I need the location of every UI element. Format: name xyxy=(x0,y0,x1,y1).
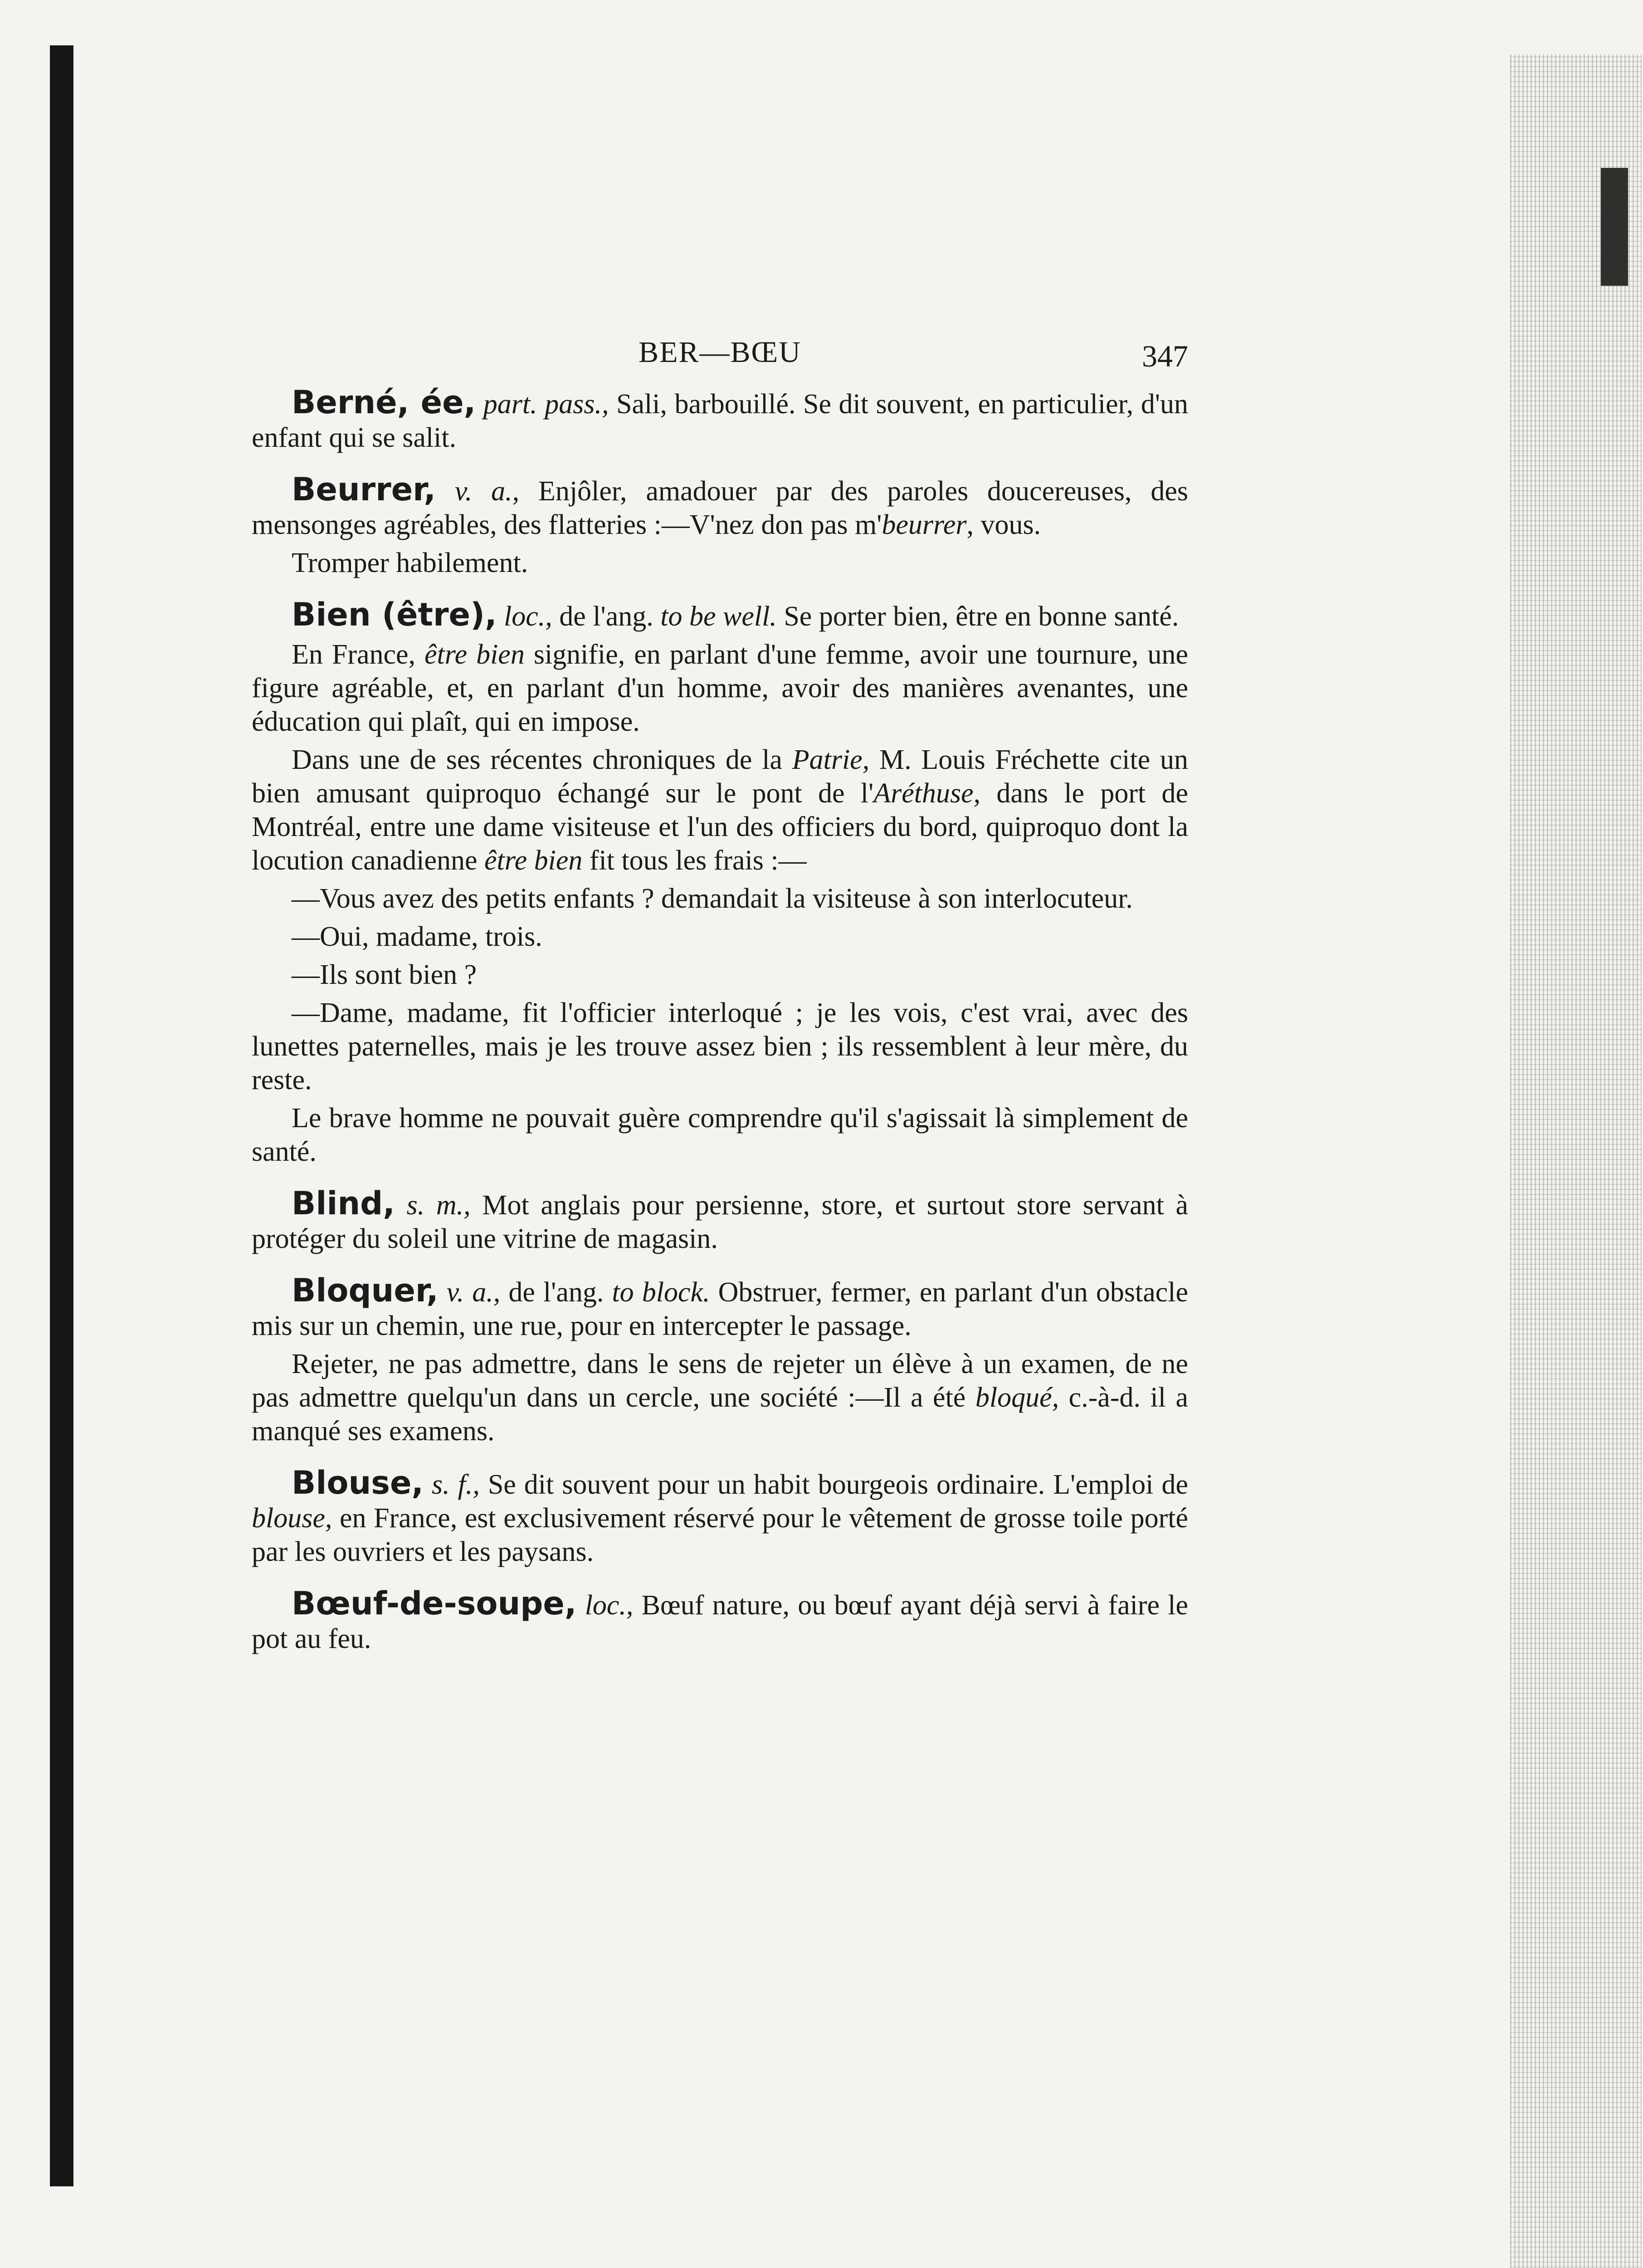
scan-binding-shadow xyxy=(50,45,73,2186)
running-title: BER—BŒU xyxy=(639,336,801,369)
dictionary-page xyxy=(252,336,1188,1674)
headword: Blouse, xyxy=(292,1464,424,1501)
italic-term: bloqué, xyxy=(975,1382,1059,1413)
italic-term: to be well. xyxy=(660,601,777,632)
definition: de l'ang. xyxy=(559,601,653,632)
dialogue-line: —Ils sont bien ? xyxy=(292,959,477,990)
entry-bien-etre xyxy=(252,598,1188,1168)
running-head xyxy=(252,336,1188,386)
headword: Bien (être), xyxy=(292,596,497,633)
dialogue-line: —Vous avez des petits enfants ? demandait la visiteuse à son interlocuteur. xyxy=(292,883,1133,914)
definition: , vous. xyxy=(966,509,1041,540)
headword: Beurrer, xyxy=(292,471,436,508)
scan-edge-noise xyxy=(1510,54,1642,2268)
dialogue-line: —Dame, madame, fit l'officier interloqué ; je les vois, c'est vrai, avec des lunettes paternelles, mais je les trouve assez bien ; ils ressemblent à leur mère, du reste. xyxy=(252,997,1188,1095)
grammar-label: loc., xyxy=(504,601,552,632)
grammar-label: v. a., xyxy=(446,1277,501,1308)
paragraph: Le brave homme ne pouvait guère comprendre qu'il s'agissait là simplement de santé. xyxy=(252,1103,1188,1167)
definition: Sali, barbouillé. Se dit souvent, en particulier, d'un enfant qui se salit. xyxy=(252,389,1189,453)
italic-term: blouse, xyxy=(252,1503,332,1534)
italic-term: être bien xyxy=(424,639,525,670)
italic-term: beurrer xyxy=(882,509,967,540)
entry-berne xyxy=(252,386,1188,455)
entry-blind xyxy=(252,1187,1188,1256)
sub-definition: Tromper habilement. xyxy=(292,547,528,578)
paragraph: Rejeter, ne pas admettre, dans le sens de rejeter un élève à un examen, de ne pas admettre quelqu'un dans un cercle, une société :—Il a été bloqué, c.-à-d. il a manqué ses examens. xyxy=(252,1349,1188,1447)
definition: Se porter bien, être en bonne santé. xyxy=(784,601,1179,632)
paragraph: En France, être bien signifie, en parlant d'une femme, avoir une tournure, une figure agréable, et, en parlant d'un homme, avoir des manières avenantes, une éducation qui plaît, qui en impose. xyxy=(252,639,1189,737)
italic-term: être bien xyxy=(484,845,583,876)
entry-blouse: Blouse, s. f., Se dit souvent pour un habit bourgeois ordinaire. L'emploi de blouse, en France, est exclusivement réservé pour le vêtement de grosse toile porté par les ouvriers et les paysans. xyxy=(252,1464,1189,1567)
grammar-label: v. a., xyxy=(454,476,520,507)
definition: Bœuf nature, ou bœuf ayant déjà servi à faire le pot au feu. xyxy=(252,1590,1189,1654)
headword: Bloquer, xyxy=(292,1272,439,1309)
paragraph: Dans une de ses récentes chroniques de la Patrie, M. Louis Fréchette cite un bien amusant quiproquo échangé sur le pont de l'Aréthuse, dans le port de Montréal, entre une dame visiteuse et l'un des officiers du bord, quiproquo dont la locution canadienne être bien fit tous les frais :— xyxy=(252,744,1189,876)
italic-term: Aréthuse, xyxy=(873,778,981,809)
grammar-label: s. f., xyxy=(432,1469,480,1500)
headword: Bœuf-de-soupe, xyxy=(292,1585,577,1622)
page-number: 347 xyxy=(1142,339,1188,373)
italic-term: to block. xyxy=(612,1277,710,1308)
dialogue-line: —Oui, madame, trois. xyxy=(292,921,542,952)
grammar-label: part. pass., xyxy=(483,389,609,420)
grammar-label: s. m., xyxy=(406,1190,471,1221)
headword: Blind, xyxy=(292,1185,395,1222)
italic-term: Patrie, xyxy=(792,744,870,775)
grammar-label: loc., xyxy=(585,1590,634,1621)
headword: Berné, ée, xyxy=(292,384,476,421)
entry-bloquer: Bloquer, v. a., de l'ang. to block. Obstruer, fermer, en parlant d'un obstacle mis sur un chemin, une rue, pour en intercepter le passage. Rejeter, ne pas admettre, dans le sens de rejeter un élève à un examen, de ne pas admettre quelqu'un dans un cercle, une société :—Il a été bloqué, c.-à-d. il a manqué ses examens. xyxy=(252,1274,1188,1448)
definition: Enjôler, amadouer par des paroles doucereuses, des mensonges agréables, des flatteries :—V'nez don pas m' xyxy=(252,476,1189,540)
definition: Mot anglais pour persienne, store, et surtout store servant à protéger du soleil une vitrine de magasin. xyxy=(252,1190,1189,1254)
entry-beurrer xyxy=(252,473,1188,580)
entry-boeuf-de-soupe xyxy=(252,1587,1188,1656)
